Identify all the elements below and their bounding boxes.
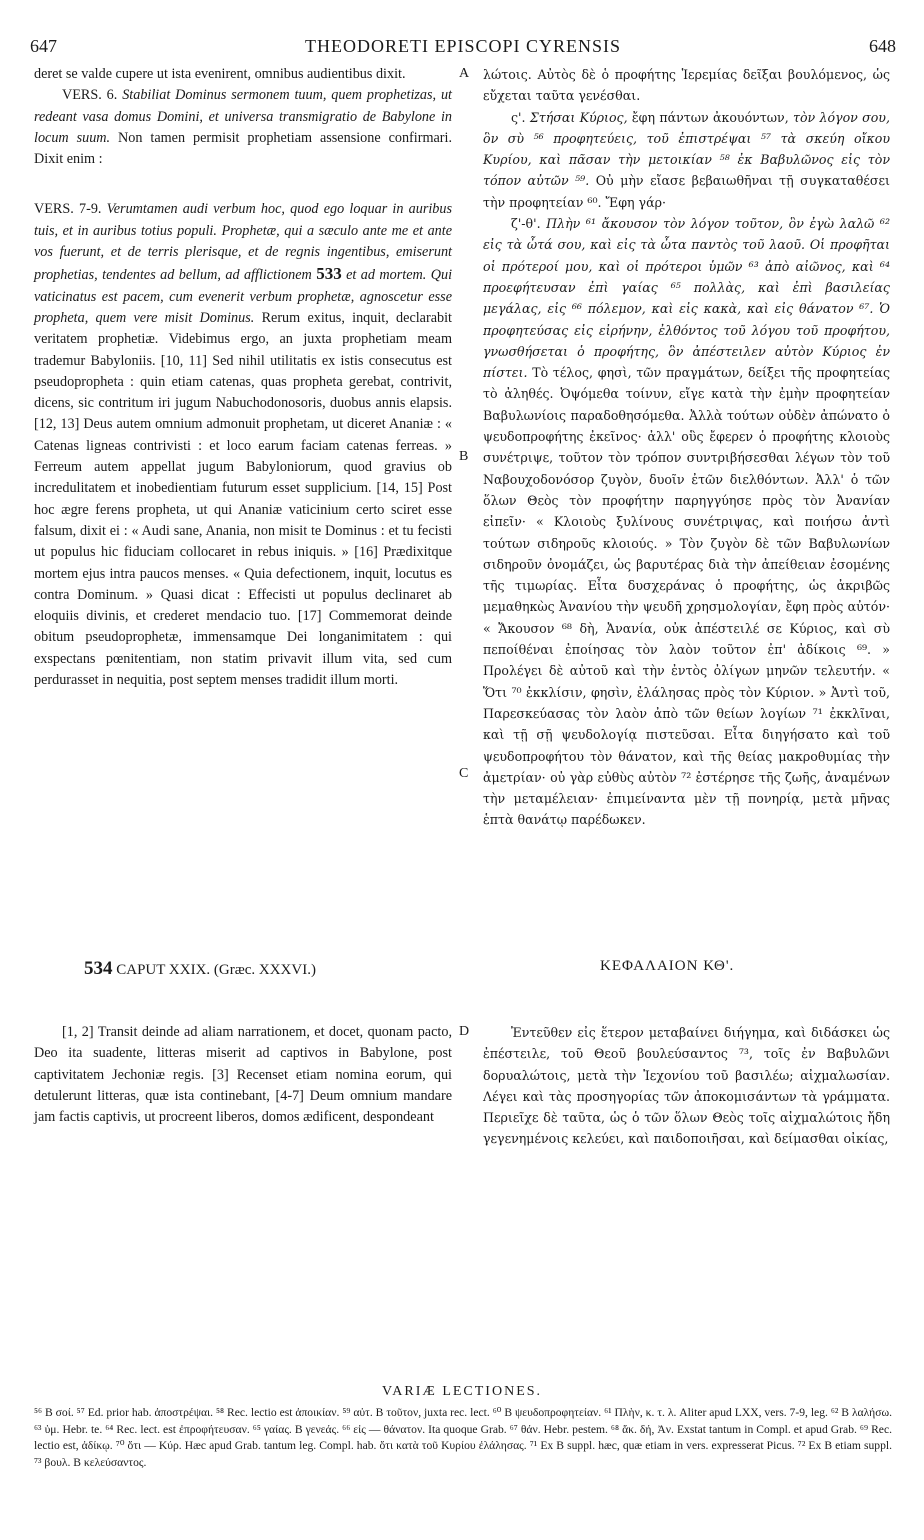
footnotes: ⁵⁶ B σοί. ⁵⁷ Ed. prior hab. ἀποστρέψαι. ⁵⁸ Rec. lectio est ἀποικίαν. ⁵⁹ αὐτ. B τοῦτον, juxta rec. lect. ⁶⁰ B ψευδοπροφητείαν. ⁶¹ Πλὴν, κ. τ. λ. Aliter apud LXX, vers. 7-9, leg. ⁶² B λαλήσω. ⁶³ ὑμ. Hebr. te. ⁶⁴ Rec. lect. est ἐπροφήτευσαν. ⁶⁵ γαίας. B γενεάς. ⁶⁶ εἰς — θάνατον. Ita quoque Grab. ⁶⁷ θάν. Hebr. pestem. ⁶⁸ ἄκ. δή, Ἀν. Exstat tantum in Compl. et apud Grab. ⁶⁹ Rec. lectio est, ἀδίκῳ. ⁷⁰ ὅτι — Κύρ. Hæc apud Grab. tantum leg. Compl. hab. ὅτι κατὰ τοῦ Κυρίου ἐλάλησας. ⁷¹ Ex B suppl. hæc, quæ etiam in vers. expresserat Picus. ⁷² Ex B etiam suppl. ⁷³ βουλ. B κελεύσαντος. <box>34 1406 892 1469</box>
commentary-text: Τὸ τέλος, φησὶ, τῶν πραγμάτων, δείξει τῆς προφητείας τὸ ἀληθές. Ὀψόμεθα τοίνυν, εἴγε κατὰ τὴν ἐμὴν προφητείαν Βαβυλωνίοις παραδοθησόμεθα. Ἀλλὰ τούτων οὐδὲν ἀπώνατο ὁ ψευδοπροφήτης ἐκεῖνος· ἀλλ' οὓς ἔφερεν ὁ προφήτης κλοιοὺς συνέτριψε, τοῦτον τὸν τρόπον συντριβήσεσθαι λέγων τὸν τοῦ Ναβουχοδονόσορ ζυγὸν, δυοῖν ἐτῶν διελθόντων. Ἀλλ' ὁ τῶν ὅλων Θεὸς τὸν προφήτην παρηγγύησε πρὸς τὸν Ἀνανίαν εἰπεῖν· « Κλοιοὺς ξυλίνους συνέτριψας, καὶ ποιήσω ἀντὶ τούτων σιδηροῦς κλοιούς. » Τὸν ζυγὸν δὲ τῶν Βαβυλωνίων σιδηροῦν ὀνομάζει, ὡς βαρυτέρας διὰ τὴν ἀπείθειαν ἐσομένης τῆς τιμωρίας. Εἶτα δυσχεράνας ὁ προφήτης, ὡς ἀκριβῶς μεμαθηκὼς Ἀνανίου τὴν ψευδῆ χρησμολογίαν, ἔφη πρὸς αὐτόν· « Ἄκουσον ⁶⁸ δὴ, Ἀνανία, οὐκ ἀπέστειλέ σε Κύριος, καὶ σὺ πεποίθέναι ἐποίησας τὸν λαὸν τοῦτον ἐπ' ἀδίκοις ⁶⁹. » Προλέγει δὲ αὐτοῦ καὶ τὴν ἐντὸς ὀλίγων μηνῶν τελευτήν. « Ὅτι ⁷⁰ ἐκκλίσιν, φησὶν, ἐλάλησας πρὸς τὸν Κύριον. » Ἀντὶ τοῦ, Παρεσκεύασας τὸν λαὸν ἀπὸ τῶν θείων λογίων ⁷¹ ἐκκλῖναι, καὶ τῇ σῇ ψευδολογίᾳ πιστεῦσαι. Εἶτα διηγήσατο καὶ τοῦ ψευδοπροφήτου τὸν θάνατον, καὶ τῆς θείας μακροθυμίας τὴν ἀμετρίαν· οὐ γὰρ εὐθὺς αὐτὸν ⁷² ἐστέρησε τῆς ζωῆς, ἀναμένων τὴν μεταμέλειαν· ἐπιμείναντα μὲν τῇ πονηρίᾳ, μετὰ μῆνας ἑπτὰ θανάτῳ παρέδωκεν. <box>483 365 890 828</box>
commentary-text: Οὐ μὴν εἴασε βεβαιωθῆναι τῇ συγκαταθέσει τὴν προφητείαν ⁶⁰. Ἔφη γάρ· <box>483 173 890 210</box>
verse-label: ς'. <box>511 109 526 125</box>
greek-column-bottom <box>483 1022 890 1150</box>
verse-label: VERS. 7-9. <box>34 201 102 218</box>
latin-column-bottom <box>34 1022 452 1128</box>
scripture-quote: Stabiliat Dominus sermonem tuum, quem prophetizas, ut redeant vasa domus Domini, et universa transmigratio de Babylone in locum suum. <box>34 87 452 146</box>
scripture-quote: Πλὴν ⁶¹ ἄκουσον τὸν λόγον τοῦτον, ὃν ἐγὼ λαλῶ ⁶² εἰς τὰ ὦτά σου, καὶ εἰς τὰ ὦτα παντὸς τοῦ λαοῦ. Οἱ προφῆται οἱ πρότεροί μου, καὶ οἱ πρότεροι ὑμῶν ⁶³ ἀπὸ αἰῶνος, καὶ ⁶⁴ προεφήτευσαν ἐπὶ γαίας ⁶⁵ πολλὰς, καὶ ἐπὶ βασιλείας μεγάλας, εἰς ⁶⁶ πόλεμον, καὶ εἰς κακὰ, καὶ εἰς θάνατον ⁶⁷. Ὁ προφητεύσας εἰς εἰρήνην, ἐλθόντος τοῦ λόγου τοῦ προφήτου, γνωσθήσεται ὁ προφήτης, ὃν ἀπέστειλεν αὐτὸν Κύριος ἐν πίστει. <box>483 216 890 381</box>
latin-paragraph: deret se valde cupere ut ista evenirent, omnibus audientibus dixit. <box>34 66 406 82</box>
margin-letter: A <box>459 66 470 81</box>
commentary-text: ἔφη πάντων ἀκουόντων, <box>631 109 789 125</box>
greek-paragraph <box>483 213 890 831</box>
latin-paragraph: [1, 2] Transit deinde ad aliam narrationem, et docet, quonam pacto, Deo ita suadente, litteras miserit ad captivos in Babylone, post captivitatem Jechoniæ regis. [3] Recenset etiam nomina eorum, qui detulerunt litteras, quæ ista continebant, [4-7] Deum omnium mandare jam factis captivis, ut procreent liberos, domos ædificent, despondeant <box>34 1024 452 1126</box>
greek-paragraph: λώτοις. Αὐτὸς δὲ ὁ προφήτης Ἱερεμίας δεῖξαι βουλόμενος, ὡς εὔχεται ταῦτα γενέσθαι. <box>483 67 890 104</box>
verse-label: VERS. 6. <box>62 87 118 104</box>
page-header <box>30 36 896 60</box>
variae-lectiones-title: VARIÆ LECTIONES. <box>381 1384 543 1399</box>
margin-letter: B <box>459 449 469 464</box>
latin-column-top <box>34 64 452 691</box>
margin-letter: C <box>459 766 469 781</box>
paragraph-gap <box>34 170 452 199</box>
latin-paragraph <box>34 199 452 691</box>
page-number-right: 648 <box>869 36 896 56</box>
scripture-quote: Στήσαι Κύριος, <box>529 109 628 125</box>
greek-column-top <box>483 64 890 831</box>
column-number: 533 <box>316 264 342 284</box>
commentary-text: Non tamen permisit prophetiam assensione confirmari. Dixit enim : <box>34 129 452 168</box>
column-number: 534 <box>84 958 113 979</box>
scripture-quote: et ad mortem. Qui vaticinatus est pacem, cum evenerit verbum prophetæ, agnoscetur esse propheta, quem vere misit Dominus. <box>34 267 453 326</box>
verse-label: ζ'-θ'. <box>511 216 541 232</box>
chapter-heading-greek: ΚΕΦΑΛΑΙΟΝ ΚΘ'. <box>600 958 735 974</box>
scripture-quote: τὸν λόγον σου, ὃν σὺ ⁵⁶ προφητεύεις, τοῦ ἐπιστρέψαι ⁵⁷ τὰ σκεύη οἴκου Κυρίου, καὶ πᾶσαν τὴν μετοικίαν ⁵⁸ ἐκ Βαβυλῶνος εἰς τὸν τόπον αὐτῶν ⁵⁹. <box>483 109 890 189</box>
commentary-text: Rerum exitus, inquit, declarabit veritatem prophetiæ. Videbimus ergo, an juxta prophetiam meam trademur Babyloniis. [10, 11] Sed nihil utilitatis ex istis consecutus est pseudopropheta : quin etiam catenas, quas propheta gerebat, contrivit, dicens, sic contritum iri jugum Nabuchodonosoris, duobus annis elapsis. [12, 13] Deus autem omnium admonuit prophetam, ut diceret Ananiæ : « Catenas ligneas contrivisti : et loco earum faciam catenas ferreas. » Ferreum autem appellat jugum Babyloniorum, quod gravius ob incredulitatem et inobedientiam futurum esset supplicium. [14, 15] Post hoc ægre ferens propheta, ut qui Ananiæ vaticinium certo sciret esse falsum, dixit ei : « Audi sane, Anania, non misit te Dominus : et tu fecisti ut populus hic fiduciam collocaret in rebus iniquis. » [16] Prædixitque mortem ejus intra paucos menses. « Quia defectionem, inquit, locutus es contra Dominum. » Quasi dicat : Effecisti ut populus declinaret ab eloquiis divinis, et crederet mendacio tuo. [17] Commemorat deinde obitum pseudoprophetæ, immensamque Dei longanimitatem : qui exspectans pœnitentiam, non statim privavit illum vita, sed cum perdurasset in nequitia, post septem menses tradidit illum morti. <box>34 309 452 689</box>
greek-paragraph <box>483 107 890 213</box>
greek-paragraph: Ἐντεῦθεν εἰς ἕτερον μεταβαίνει διήγημα, καὶ διδάσκει ὡς ἐπέστειλε, τοῦ Θεοῦ βουλεύσαντος ⁷³, τοῖς ἐν Βαβυλῶνι δορυαλώτοις, μετὰ τὴν Ἰεχονίου τοῦ βασιλέω; αἰχμαλωσίαν. Λέγει καὶ τὰς προσηγορίας τῶν ἀποκομισάντων τὰ γράμματα. Περιεῖχε δὲ ταῦτα, ὡς ὁ τῶν ὅλων Θεὸς τοῖς αἰχμαλώτοις ἤδη γεγενημένοις κελεύει, καὶ παιδοποιῆσαι, καὶ δείμασθαι οἰκίας, <box>483 1025 890 1147</box>
chapter-heading-latin <box>84 958 316 980</box>
margin-letter: D <box>459 1024 470 1039</box>
chapter-title: CAPUT XXIX. (Græc. XXXVI.) <box>116 962 316 978</box>
scripture-quote: Verumtamen audi verbum hoc, quod ego loquar in auribus tuis, et in auribus totius populi. Prophetæ, qui a sæculo ante me et ante vos fuerunt, et de terris plerisque, et de regnis ingentibus, emiserunt prophetias, tendentes ad bellum, ad afflictionem <box>34 201 453 284</box>
latin-paragraph <box>34 85 452 170</box>
page-number-left: 647 <box>30 36 57 56</box>
running-title: THEODORETI EPISCOPI CYRENSIS <box>304 36 622 56</box>
